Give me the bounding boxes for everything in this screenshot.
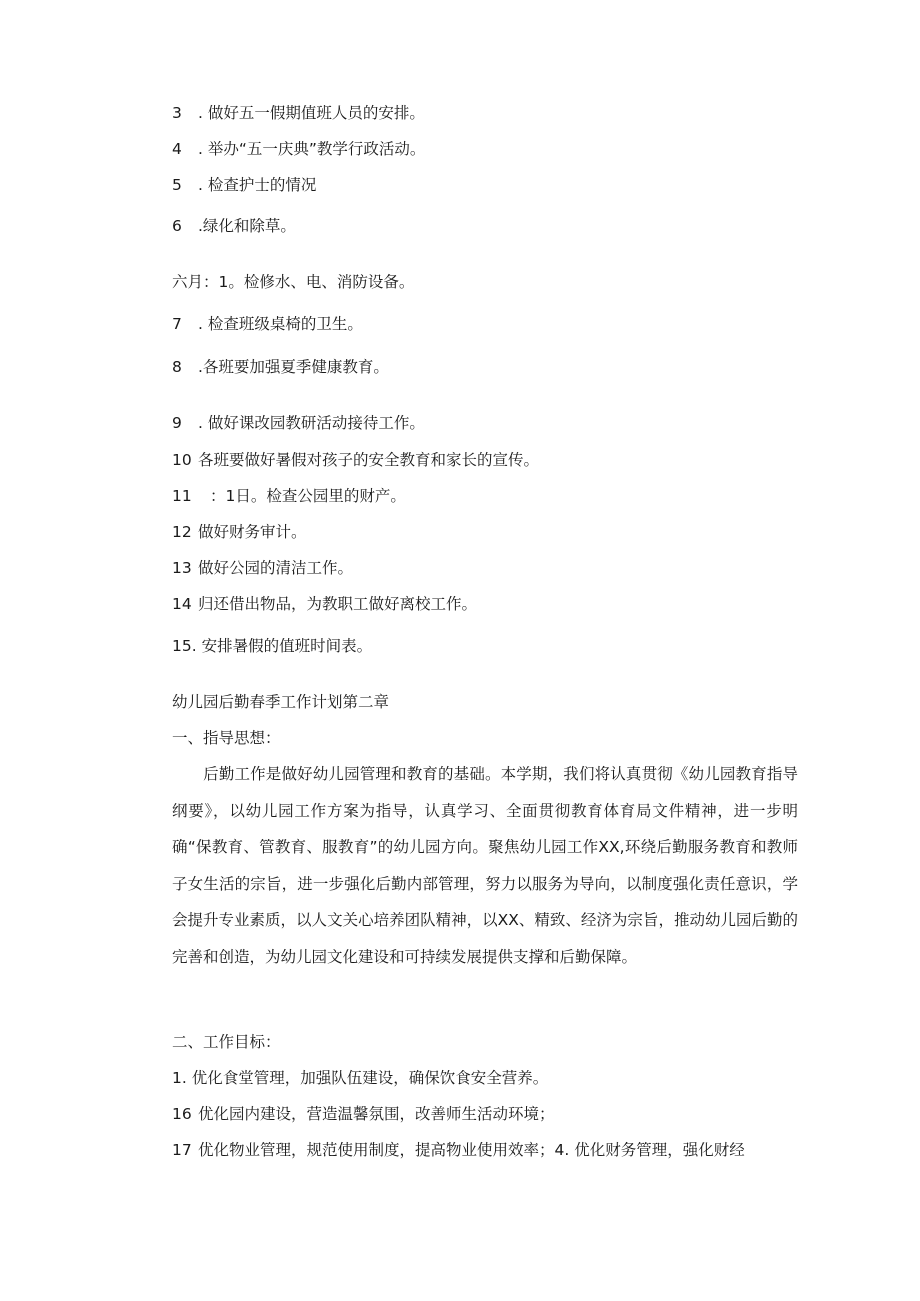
- list-item: [172, 314, 363, 334]
- item-number: 5: [172, 176, 182, 194]
- item-number: 3: [172, 104, 182, 122]
- list-item: [172, 486, 406, 506]
- item-number: 17: [172, 1141, 192, 1159]
- item-text: . 举办“五一庆典”教学行政活动。: [198, 140, 426, 158]
- list-item: [172, 216, 296, 236]
- list-item: [172, 522, 307, 542]
- item-number: 10: [172, 451, 192, 469]
- item-text: 各班要做好暑假对孩子的安全教育和家长的宣传。: [198, 451, 540, 469]
- item-text: 做好公园的清洁工作。: [198, 559, 354, 577]
- item-text: .绿化和除草。: [198, 217, 296, 235]
- item-text: . 检查班级桌椅的卫生。: [198, 315, 363, 333]
- list-item: [172, 175, 316, 195]
- item-text: 优化园内建设，营造温馨氛围，改善师生活动环境；: [198, 1105, 555, 1123]
- list-item: [172, 558, 353, 578]
- item-number: 13: [172, 559, 192, 577]
- list-item: [172, 450, 539, 470]
- list-item: [172, 357, 389, 377]
- item-text: . 做好五一假期值班人员的安排。: [198, 104, 425, 122]
- item-number: 15: [172, 637, 192, 655]
- item-text: 优化物业管理，规范使用制度，提高物业使用效率；4. 优化财务管理，强化财经: [198, 1141, 745, 1159]
- section-title: 一、指导思想：: [172, 729, 281, 747]
- list-item: [172, 594, 477, 614]
- list-item: [172, 1104, 555, 1124]
- list-item: [172, 1140, 745, 1160]
- item-number: 12: [172, 523, 192, 541]
- item-text: .各班要加强夏季健康教育。: [198, 358, 389, 376]
- item-number: 16: [172, 1105, 192, 1123]
- item-number: 6: [172, 217, 182, 235]
- item-text: . 检查护士的情况: [198, 176, 317, 194]
- june-heading-line: 六月：1。检修水、电、消防设备。: [172, 273, 415, 291]
- list-item: [172, 636, 372, 656]
- list-item: [172, 413, 425, 433]
- item-number: 9: [172, 414, 182, 432]
- item-number: 14: [172, 595, 192, 613]
- item-text: . 安排暑假的值班时间表。: [191, 637, 373, 655]
- list-item: [172, 1068, 548, 1088]
- item-text: . 做好课改园教研活动接待工作。: [198, 414, 425, 432]
- paragraph-text: 后勤工作是做好幼儿园管理和教育的基础。本学期，我们将认真贯彻《幼儿园教育指导纲要》，以幼儿园工作方案为指导，认真学习、全面贯彻教育体育局文件精神，进一步明确“保教育、管教育、服教育”的幼儿园方向。聚焦幼儿园工作XX,环绕后勤服务教育和教师子女生活的宗旨，进一步强化后勤内部管理，努力以服务为导向，以制度强化责任意识，学会提升专业素质，以人文关心培养团队精神，以XX、精致、经济为宗旨，推动幼儿园后勤的完善和创造，为幼儿园文化建设和可持续发展提供支撑和后勤保障。: [172, 765, 798, 966]
- body-paragraph: [172, 756, 798, 975]
- list-item: [172, 103, 425, 123]
- item-number: 7: [172, 315, 182, 333]
- item-number: 4: [172, 140, 182, 158]
- section-title: 二、工作目标：: [172, 1033, 281, 1051]
- item-number: 11: [172, 487, 192, 505]
- item-text: 归还借出物品，为教职工做好离校工作。: [198, 595, 478, 613]
- list-item: [172, 139, 425, 159]
- chapter-title: 幼儿园后勤春季工作计划第二章: [172, 693, 390, 711]
- item-text: 做好财务审计。: [198, 523, 307, 541]
- item-number: 8: [172, 358, 182, 376]
- item-text: 1. 优化食堂管理，加强队伍建设，确保饮食安全营养。: [172, 1069, 549, 1087]
- item-text: ：1日。检查公园里的财产。: [210, 487, 406, 505]
